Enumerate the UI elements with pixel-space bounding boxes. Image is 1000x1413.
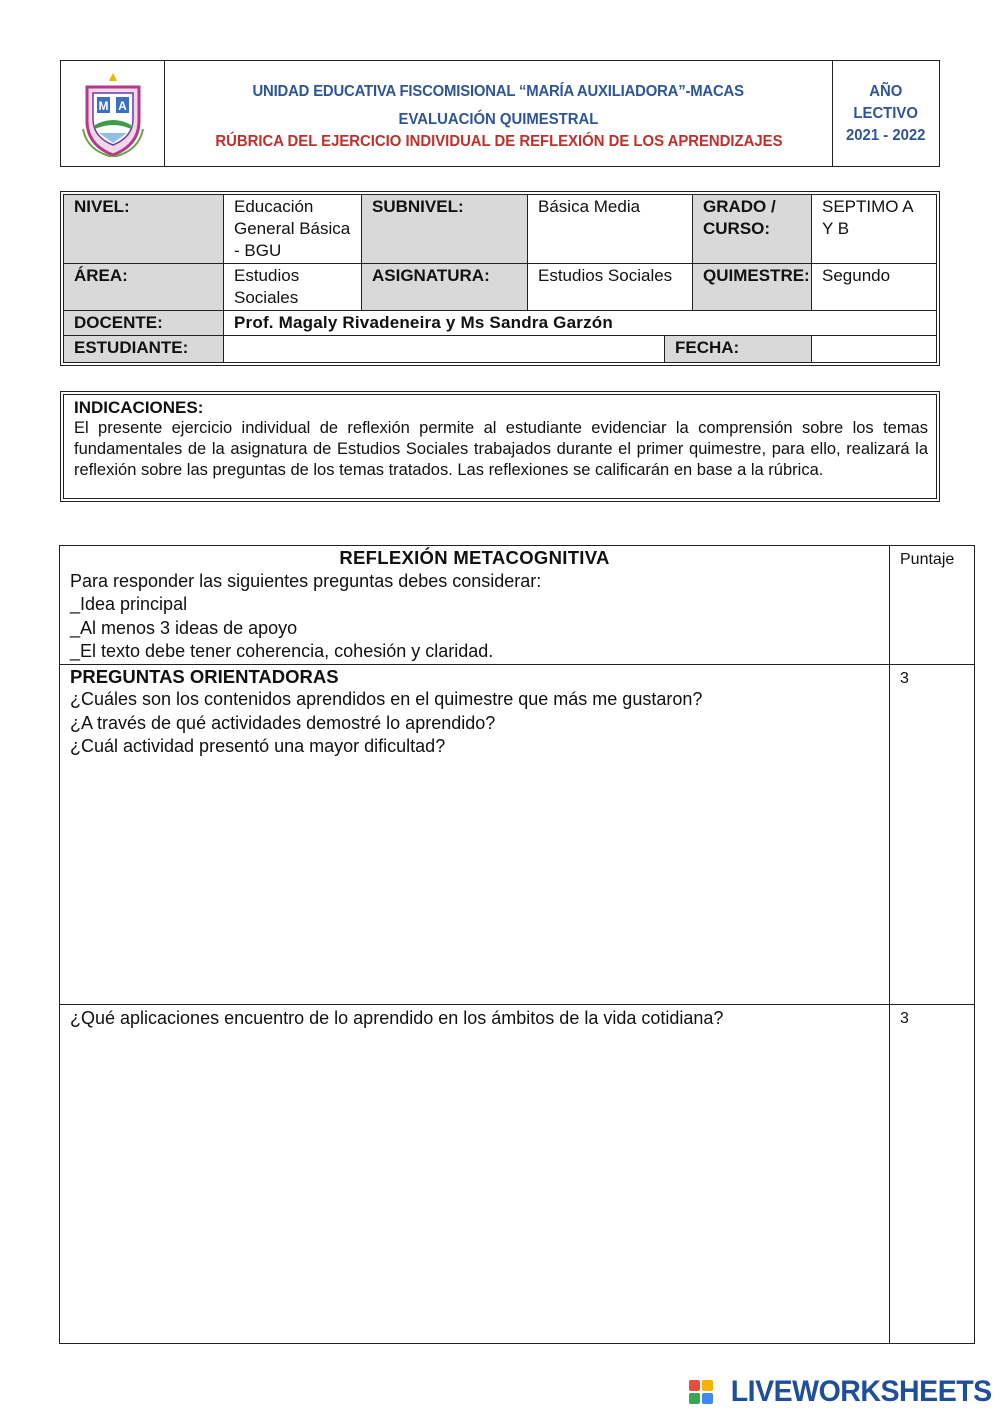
subnivel-value: Básica Media xyxy=(528,195,693,264)
reflection-title: REFLEXIÓN METACOGNITIVA xyxy=(339,547,610,568)
grado-value: SEPTIMO A Y B xyxy=(812,195,937,264)
quimestre-label: QUIMESTRE: xyxy=(693,264,812,311)
estudiante-field[interactable] xyxy=(224,336,665,363)
info-table xyxy=(60,191,940,366)
score-2: 3 xyxy=(890,1004,975,1344)
nivel-value: Educación General Básica - BGU xyxy=(224,195,362,264)
subnivel-label: SUBNIVEL: xyxy=(362,195,528,264)
svg-text:A: A xyxy=(117,98,127,113)
docente-value: Prof. Magaly Rivadeneira y Ms Sandra Garzón xyxy=(224,311,937,336)
year-label-2: LECTIVO xyxy=(853,104,919,122)
question-item: ¿A través de qué actividades demostré lo aprendido? xyxy=(70,712,496,733)
evaluation-title: EVALUACIÓN QUIMESTRAL xyxy=(398,110,599,128)
score-1: 3 xyxy=(890,664,975,1004)
fecha-field[interactable] xyxy=(812,336,937,363)
reflection-intro: Para responder las siguientes preguntas debes considerar: xyxy=(70,570,542,591)
document-header xyxy=(60,60,940,167)
guiding-questions-title: PREGUNTAS ORIENTADORAS xyxy=(70,665,339,687)
criteria-item: _Idea principal xyxy=(70,594,188,614)
area-label: ÁREA: xyxy=(64,264,224,311)
estudiante-label: ESTUDIANTE: xyxy=(64,336,224,363)
grado-label: GRADO / CURSO: xyxy=(693,195,812,264)
area-value: Estudios Sociales xyxy=(224,264,362,311)
asignatura-label: ASIGNATURA: xyxy=(362,264,528,311)
criteria-item: _El texto debe tener coherencia, cohesión y claridad. xyxy=(70,641,494,661)
school-name: UNIDAD EDUCATIVA FISCOMISIONAL “MARÍA AUXILIADORA”-MACAS xyxy=(252,82,745,100)
fecha-label: FECHA: xyxy=(665,336,812,363)
logo-cell xyxy=(61,61,165,166)
indications-box xyxy=(60,391,940,502)
docente-label: DOCENTE: xyxy=(64,311,224,336)
reflection-table xyxy=(59,545,975,1344)
svg-text:M: M xyxy=(98,98,108,113)
year-value: 2021 - 2022 xyxy=(846,126,926,144)
asignatura-value: Estudios Sociales xyxy=(528,264,693,311)
question-item: ¿Cuál actividad presentó una mayor dificultad? xyxy=(70,736,446,756)
school-crest-icon xyxy=(81,71,145,157)
indications-title: INDICACIONES: xyxy=(74,398,204,417)
liveworksheets-logo-icon xyxy=(689,1380,713,1404)
school-year-cell xyxy=(833,61,939,166)
nivel-label: NIVEL: xyxy=(64,195,224,264)
liveworksheets-watermark xyxy=(689,1375,992,1409)
header-title-cell xyxy=(165,61,833,166)
answer-area-2[interactable] xyxy=(60,1004,890,1344)
indications-text: El presente ejercicio individual de reflexión permite al estudiante evidenciar la comprensión sobre los temas fundamentales de la asignatura de Estudios Sociales trabajados durante el primer quimestre, para ello, realizará la reflexión sobre las preguntas de los temas tratados. Las reflexiones se calificarán en base a la rúbrica. xyxy=(74,419,928,479)
question-item: ¿Cuáles son los contenidos aprendidos en el quimestre que más me gustaron? xyxy=(70,689,703,709)
answer-area-1[interactable] xyxy=(60,664,890,1004)
liveworksheets-brand: LIVEWORKSHEETS xyxy=(731,1375,992,1408)
rubric-title: RÚBRICA DEL EJERCICIO INDIVIDUAL DE REFLEXIÓN DE LOS APRENDIZAJES xyxy=(214,132,783,150)
quimestre-value: Segundo xyxy=(812,264,937,311)
reflection-instructions-cell xyxy=(60,546,890,665)
criteria-item: _Al menos 3 ideas de apoyo xyxy=(70,617,298,638)
question-applications: ¿Qué aplicaciones encuentro de lo aprendido en los ámbitos de la vida cotidiana? xyxy=(70,1007,724,1028)
score-header: Puntaje xyxy=(890,546,975,665)
year-label-1: AÑO xyxy=(869,82,903,100)
